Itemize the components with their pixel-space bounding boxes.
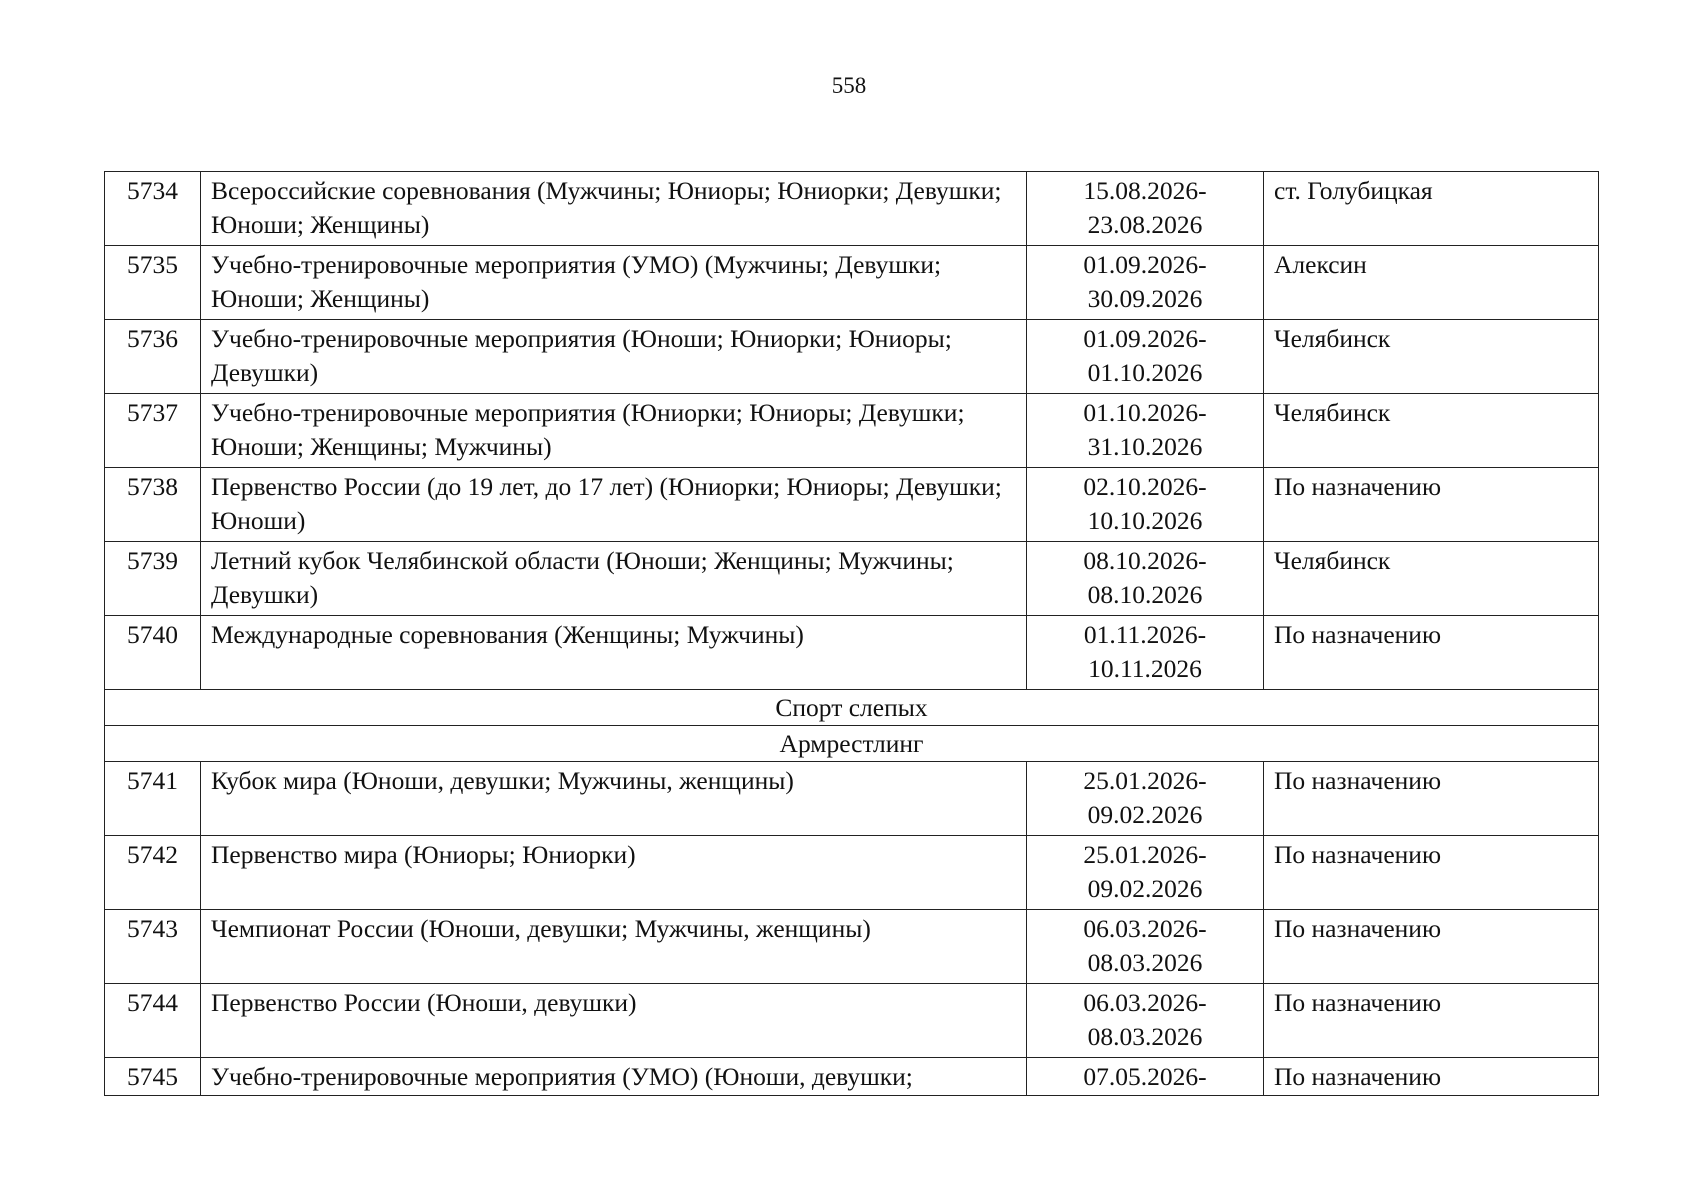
event-name: Учебно-тренировочные мероприятия (УМО) (Мужчины; Девушки; Юноши; Женщины)	[201, 246, 1027, 320]
event-name: Международные соревнования (Женщины; Мужчины)	[201, 616, 1027, 690]
event-dates	[1027, 836, 1264, 910]
event-dates	[1027, 616, 1264, 690]
date-end: 08.10.2026	[1087, 580, 1203, 609]
event-name: Первенство России (до 19 лет, до 17 лет) (Юниорки; Юниоры; Девушки; Юноши)	[201, 468, 1027, 542]
event-name: Чемпионат России (Юноши, девушки; Мужчины, женщины)	[201, 910, 1027, 984]
event-number: 5742	[105, 836, 201, 910]
date-start: 01.09.2026-	[1083, 250, 1207, 279]
event-dates	[1027, 984, 1264, 1058]
event-dates	[1027, 542, 1264, 616]
date-end: 31.10.2026	[1087, 432, 1203, 461]
date-end: 01.10.2026	[1087, 358, 1203, 387]
event-dates	[1027, 172, 1264, 246]
date-end: 10.11.2026	[1088, 654, 1202, 683]
table-row	[105, 468, 1599, 542]
event-name: Первенство мира (Юниоры; Юниорки)	[201, 836, 1027, 910]
event-name: Первенство России (Юноши, девушки)	[201, 984, 1027, 1058]
event-name: Кубок мира (Юноши, девушки; Мужчины, женщины)	[201, 762, 1027, 836]
event-name: Всероссийские соревнования (Мужчины; Юниоры; Юниорки; Девушки; Юноши; Женщины)	[201, 172, 1027, 246]
date-start: 01.10.2026-	[1083, 398, 1207, 427]
date-end: 10.10.2026	[1087, 506, 1203, 535]
date-start: 06.03.2026-	[1083, 988, 1207, 1017]
date-start: 08.10.2026-	[1083, 546, 1207, 575]
table-row	[105, 762, 1599, 836]
event-place: ст. Голубицкая	[1264, 172, 1599, 246]
subsection-title: Армрестлинг	[105, 726, 1599, 762]
event-name: Учебно-тренировочные мероприятия (Юниорки; Юниоры; Девушки; Юноши; Женщины; Мужчины)	[201, 394, 1027, 468]
date-end: 09.02.2026	[1087, 800, 1203, 829]
event-number: 5739	[105, 542, 201, 616]
event-number: 5734	[105, 172, 201, 246]
event-place: По назначению	[1264, 468, 1599, 542]
event-dates	[1027, 1058, 1264, 1096]
date-end: 08.03.2026	[1087, 948, 1203, 977]
table-row	[105, 616, 1599, 690]
date-start: 07.05.2026-	[1083, 1062, 1207, 1091]
events-table	[104, 171, 1599, 1096]
event-dates	[1027, 246, 1264, 320]
table-row	[105, 246, 1599, 320]
event-place: По назначению	[1264, 616, 1599, 690]
table-row	[105, 172, 1599, 246]
date-end: 08.03.2026	[1087, 1022, 1203, 1051]
table-row	[105, 542, 1599, 616]
event-number: 5741	[105, 762, 201, 836]
date-start: 01.11.2026-	[1083, 620, 1207, 649]
event-number: 5743	[105, 910, 201, 984]
date-start: 15.08.2026-	[1083, 176, 1207, 205]
table-row	[105, 1058, 1599, 1096]
table-row	[105, 836, 1599, 910]
event-place: По назначению	[1264, 836, 1599, 910]
table-row	[105, 394, 1599, 468]
event-place: Алексин	[1264, 246, 1599, 320]
date-end: 23.08.2026	[1087, 210, 1203, 239]
subsection-header-row	[105, 726, 1599, 762]
event-place: Челябинск	[1264, 394, 1599, 468]
event-place: По назначению	[1264, 910, 1599, 984]
event-place: По назначению	[1264, 1058, 1599, 1096]
date-start: 25.01.2026-	[1083, 840, 1207, 869]
event-place: Челябинск	[1264, 320, 1599, 394]
section-title: Спорт слепых	[105, 690, 1599, 726]
section-header-row	[105, 690, 1599, 726]
event-name: Учебно-тренировочные мероприятия (Юноши; Юниорки; Юниоры; Девушки)	[201, 320, 1027, 394]
table-row	[105, 320, 1599, 394]
date-end: 09.02.2026	[1087, 874, 1203, 903]
event-dates	[1027, 468, 1264, 542]
event-place: По назначению	[1264, 762, 1599, 836]
date-start: 25.01.2026-	[1083, 766, 1207, 795]
event-number: 5736	[105, 320, 201, 394]
event-number: 5735	[105, 246, 201, 320]
event-number: 5738	[105, 468, 201, 542]
page-number: 558	[831, 73, 867, 98]
event-dates	[1027, 762, 1264, 836]
event-dates	[1027, 394, 1264, 468]
table-row	[105, 984, 1599, 1058]
event-number: 5745	[105, 1058, 201, 1096]
event-number: 5744	[105, 984, 201, 1058]
date-end: 30.09.2026	[1087, 284, 1203, 313]
event-dates	[1027, 910, 1264, 984]
table-row	[105, 910, 1599, 984]
date-start: 01.09.2026-	[1083, 324, 1207, 353]
event-place: Челябинск	[1264, 542, 1599, 616]
event-dates	[1027, 320, 1264, 394]
date-start: 02.10.2026-	[1083, 472, 1207, 501]
date-start: 06.03.2026-	[1083, 914, 1207, 943]
event-name: Учебно-тренировочные мероприятия (УМО) (Юноши, девушки;	[201, 1058, 1027, 1096]
event-place: По назначению	[1264, 984, 1599, 1058]
event-number: 5740	[105, 616, 201, 690]
event-number: 5737	[105, 394, 201, 468]
event-name: Летний кубок Челябинской области (Юноши; Женщины; Мужчины; Девушки)	[201, 542, 1027, 616]
